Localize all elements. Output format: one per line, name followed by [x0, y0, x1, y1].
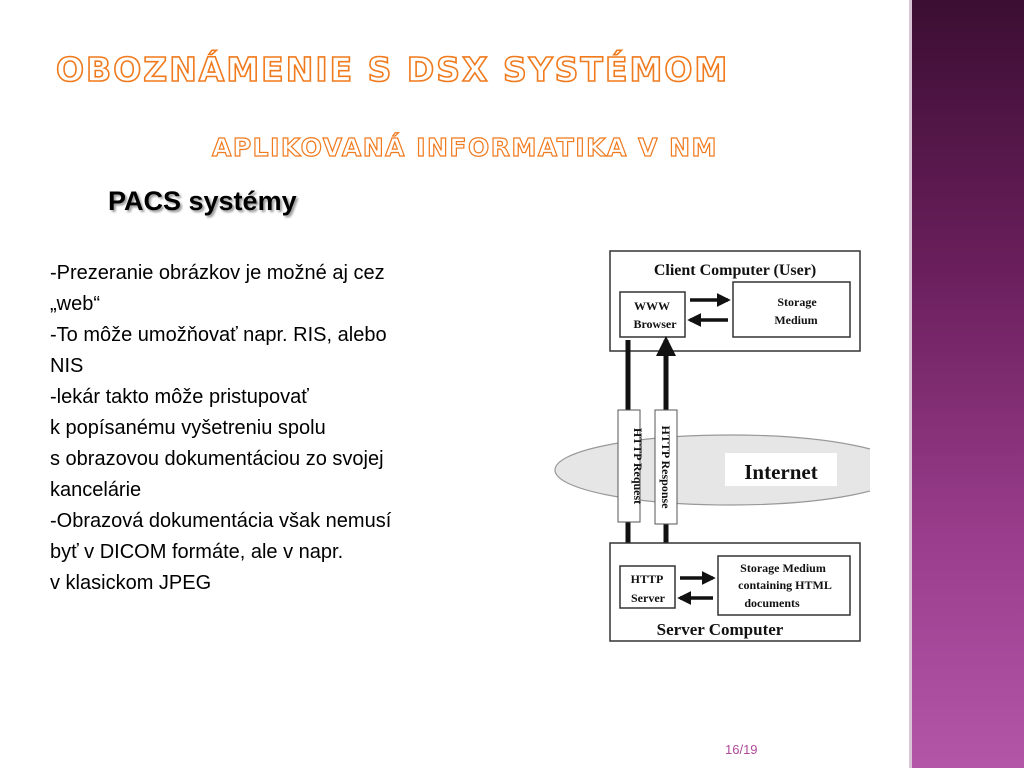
server-computer-label: Server Computer: [656, 620, 784, 639]
section-heading: PACS systémy: [108, 186, 297, 216]
body-line: byť v DICOM formáte, ale v napr.: [50, 541, 344, 563]
body-text: [50, 258, 500, 599]
client-storage-label: Storage: [777, 295, 817, 309]
body-line: -To môže umožňovať napr. RIS, alebo: [50, 324, 387, 346]
body-line: kancelárie: [50, 479, 142, 501]
body-line: -lekár takto môže pristupovať: [50, 386, 309, 408]
client-server-diagram: [550, 245, 870, 645]
client-computer-label: Client Computer (User): [653, 262, 817, 279]
http-response-label: HTTP Response: [659, 425, 673, 509]
server-storage-label: documents: [744, 596, 800, 610]
client-storage-label: Medium: [774, 313, 818, 327]
page-number: 16/19: [725, 742, 758, 757]
http-server-label: HTTP: [630, 572, 664, 586]
www-browser-label: WWW: [634, 299, 670, 313]
www-browser-label: Browser: [633, 317, 677, 331]
body-line: v klasickom JPEG: [50, 572, 212, 594]
body-line: -Obrazová dokumentácia však nemusí: [50, 510, 392, 532]
slide-subtitle: APLIKOVANÁ INFORMATIKA V NM: [212, 133, 718, 162]
body-line: „web“: [50, 293, 101, 315]
decorative-sidebar: [912, 0, 1024, 768]
body-line: -Prezeranie obrázkov je možné aj cez: [50, 262, 385, 284]
client-storage-box: [733, 282, 850, 337]
body-line: k popísanému vyšetreniu spolu: [50, 417, 326, 439]
http-server-label: Server: [631, 591, 665, 605]
http-request-label: HTTP Request: [631, 427, 645, 505]
body-line: s obrazovou dokumentáciou zo svojej: [50, 448, 384, 470]
internet-label: Internet: [744, 460, 818, 484]
server-storage-label: Storage Medium: [740, 561, 826, 575]
body-line: NIS: [50, 355, 84, 377]
slide-title: OBOZNÁMENIE S DSX SYSTÉMOM: [56, 50, 730, 89]
server-storage-label: containing HTML: [738, 578, 832, 592]
